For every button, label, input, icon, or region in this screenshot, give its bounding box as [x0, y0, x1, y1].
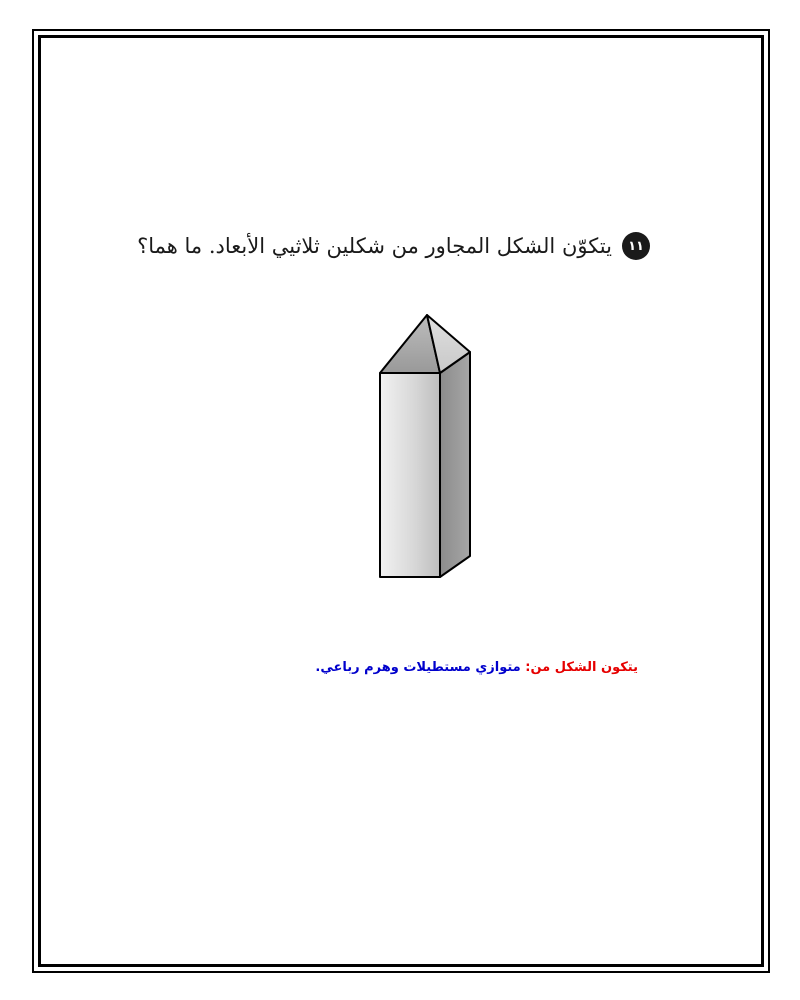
prism-side-face: [440, 352, 470, 577]
question-row: [137, 232, 650, 260]
prism-front-face: [380, 373, 440, 577]
question-text: يتكوّن الشكل المجاور من شكلين ثلاثيي الأبعاد. ما هما؟: [137, 234, 612, 258]
answer-text: متوازي مستطيلات وهرم رباعي.: [315, 660, 521, 675]
prism-pyramid-figure: [370, 305, 480, 585]
question-number-badge: ١١: [622, 232, 650, 260]
answer-label: يتكون الشكل من:: [525, 660, 638, 675]
answer-line: [315, 660, 638, 675]
